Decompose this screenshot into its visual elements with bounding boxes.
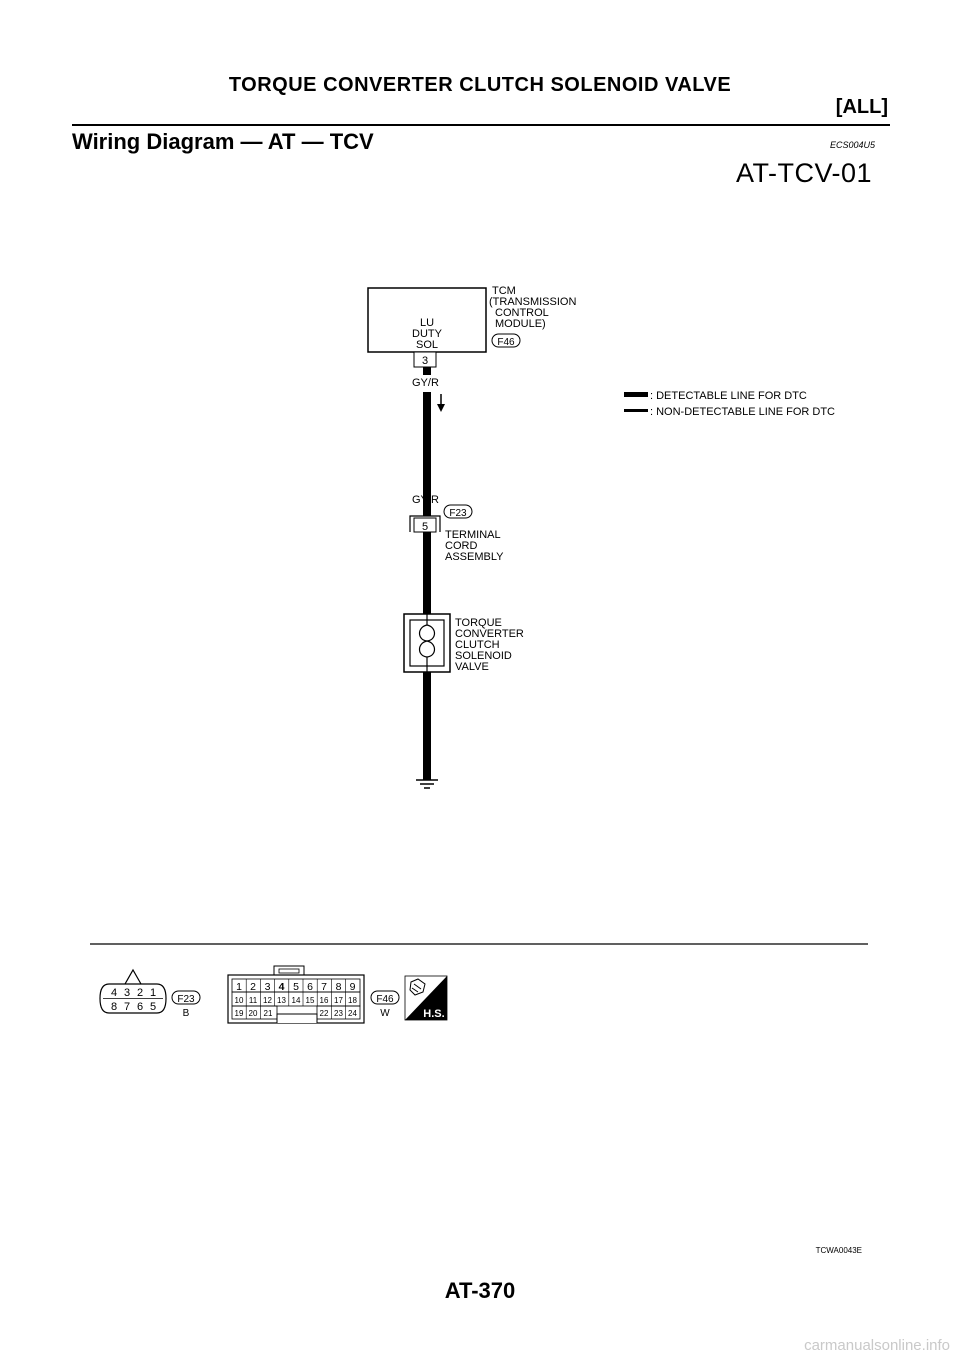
legend-non-detectable-swatch <box>624 409 648 412</box>
wire-color-top: GY/R <box>412 377 439 389</box>
tcm-name-line4: MODULE) <box>495 318 546 330</box>
f46-pin-10: 10 <box>234 996 244 1005</box>
tcm-name-line1: TCM <box>492 285 516 297</box>
solenoid-label-line2: CONVERTER <box>455 628 524 640</box>
ground-icon <box>416 780 438 788</box>
f46-pin-15: 15 <box>305 996 315 1005</box>
connector-view-f46 <box>228 966 364 1023</box>
harness-side-badge <box>405 976 447 1020</box>
f46-pin-3: 3 <box>264 981 271 993</box>
legend-non-detectable-text: : NON-DETECTABLE LINE FOR DTC <box>650 406 835 418</box>
diagram-id: AT-TCV-01 <box>736 158 873 188</box>
f23-pin-r1-c3: 2 <box>136 987 144 999</box>
terminal-label-line1: TERMINAL <box>445 529 501 541</box>
solenoid-label-line4: SOLENOID <box>455 650 512 662</box>
section-tag: [ALL] <box>835 96 888 118</box>
f46-pin-2: 2 <box>250 981 256 993</box>
ground-wire <box>423 672 431 780</box>
watermark: carmanualsonline.info <box>804 1337 950 1354</box>
hs-badge-label: H.S. <box>423 1008 445 1020</box>
f23-connector-color: B <box>182 1008 190 1019</box>
wire-color-bottom: GY/R <box>412 494 439 506</box>
connector-view-f23 <box>100 970 166 1013</box>
f46-pin-23: 23 <box>334 1009 343 1018</box>
f23-connector-id: F23 <box>177 994 195 1005</box>
terminal-pin-label: 5 <box>421 521 429 533</box>
f46-pin-6: 6 <box>307 981 313 993</box>
tcm-wire-stub <box>423 367 431 375</box>
f46-pin-17: 17 <box>334 996 343 1005</box>
page-number: AT-370 <box>444 1278 516 1303</box>
f46-pin-14: 14 <box>291 996 301 1005</box>
f46-pin-4: 4 <box>278 981 285 993</box>
f46-pin-8: 8 <box>335 981 342 993</box>
tcm-inner-line1: LU <box>419 317 435 329</box>
terminal-label-line2: CORD <box>445 540 478 552</box>
f46-pin-5: 5 <box>293 981 299 993</box>
f46-pin-24: 24 <box>348 1009 357 1018</box>
section-heading: Wiring Diagram — AT — TCV <box>72 129 374 154</box>
f46-connector-id: F46 <box>376 994 394 1005</box>
f23-pin-r1-c1: 4 <box>110 987 118 999</box>
f23-pin-r1-c4: 1 <box>149 987 157 999</box>
f46-pin-20: 20 <box>248 1009 258 1018</box>
f46-pin-7: 7 <box>321 981 327 993</box>
figure-code: TCWA0043E <box>815 1246 862 1255</box>
tcm-name-line3: CONTROL <box>495 307 549 319</box>
f23-pin-r2-c3: 6 <box>136 1001 144 1013</box>
f23-pin-r1-c2: 3 <box>123 987 131 999</box>
f23-pin-r2-c1: 8 <box>110 1001 118 1013</box>
f46-pin-21: 21 <box>263 1009 273 1018</box>
f46-pin-12: 12 <box>263 996 272 1005</box>
tcm-inner-line2: DUTY <box>412 328 442 340</box>
terminal-label-line3: ASSEMBLY <box>445 551 504 563</box>
terminal-connector-label: F23 <box>449 508 467 519</box>
tcm-connector-label: F46 <box>497 337 515 348</box>
document-code: ECS004U5 <box>830 140 876 150</box>
legend-detectable-swatch <box>624 392 648 397</box>
solenoid-label-line5: VALVE <box>455 661 489 673</box>
f46-pin-13: 13 <box>277 996 286 1005</box>
f46-pin-1: 1 <box>236 981 242 993</box>
f23-pin-r2-c4: 5 <box>149 1001 157 1013</box>
f46-pin-18: 18 <box>348 996 357 1005</box>
f46-pin-16: 16 <box>319 996 329 1005</box>
solenoid-label-line3: CLUTCH <box>455 639 500 651</box>
f46-pin-19: 19 <box>234 1009 244 1018</box>
tcm-name-line2: (TRANSMISSION <box>489 296 577 308</box>
f46-pin-11: 11 <box>248 996 258 1005</box>
tcm-pin-label: 3 <box>421 355 429 367</box>
f23-pin-r2-c2: 7 <box>123 1001 131 1013</box>
solenoid-wire <box>423 532 431 614</box>
solenoid-label-line1: TORQUE <box>455 617 502 629</box>
f46-connector-color: W <box>380 1008 390 1019</box>
page-title: TORQUE CONVERTER CLUTCH SOLENOID VALVE <box>228 74 732 96</box>
f46-pin-22: 22 <box>319 1009 329 1018</box>
legend-detectable-text: : DETECTABLE LINE FOR DTC <box>650 390 807 402</box>
signal-arrow-head <box>437 404 445 412</box>
f46-pin-9: 9 <box>349 981 356 993</box>
tcm-inner-line3: SOL <box>415 339 439 351</box>
